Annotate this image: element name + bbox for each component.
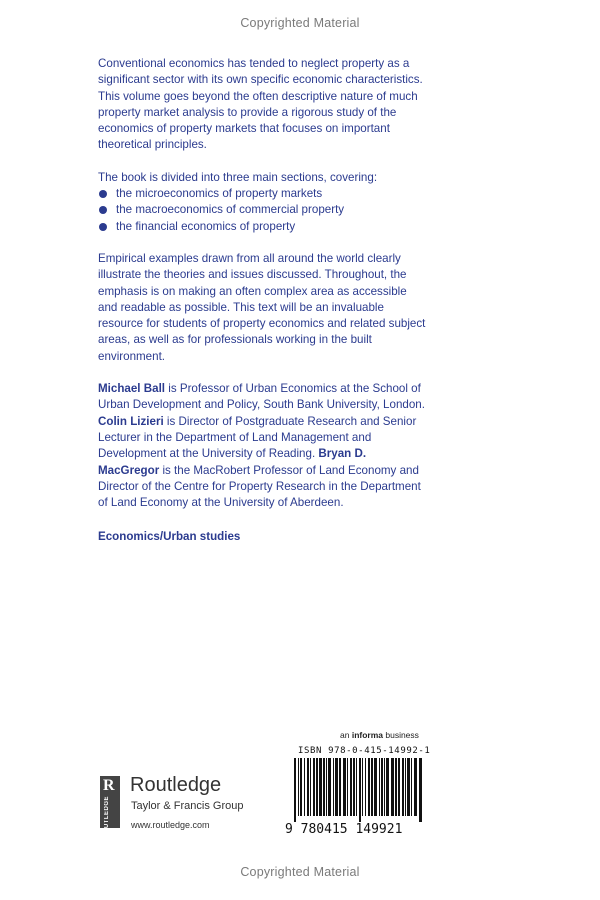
- back-cover-text: [98, 56, 428, 546]
- author-bio: is the MacRobert Professor of Land Economy and Director of the Centre for Property Research in the Department of Land Economy at the University of Aberdeen.: [98, 463, 421, 510]
- bullet-icon: [99, 206, 107, 214]
- author-bio: is Professor of Urban Economics at the School of Urban Development and Policy, South Bank University, London.: [98, 382, 425, 412]
- sections-intro: The book is divided into three main sections, covering:: [98, 170, 378, 184]
- list-item-label: the microeconomics of property markets: [116, 187, 323, 201]
- list-item: [98, 202, 428, 218]
- publisher-url: www.routledge.com: [131, 820, 210, 830]
- informa-suffix: business: [383, 730, 419, 740]
- logo-vertical-text: ROUTLEDGE: [104, 796, 110, 839]
- publisher-name: Routledge: [130, 774, 222, 796]
- author-name: Michael Ball: [98, 382, 166, 396]
- barcode-icon: [292, 758, 426, 822]
- author-bio: is Director of Postgraduate Research and Senior Lecturer in the Department of Land Management and Development at the University of Reading.: [98, 414, 417, 461]
- informa-word: informa: [351, 730, 383, 740]
- isbn-label: ISBN 978-0-415-14992-1: [298, 746, 431, 756]
- informa-business-tag: [340, 730, 419, 740]
- barcode-digits: 9 780415 149921: [285, 822, 403, 837]
- empirical-paragraph: Empirical examples drawn from all around the world clearly illustrate the theories and issues discussed. Throughout, the emphasis is on making an often complex area as accessible and readable as possible. This text will be an invaluable resource for students of property economics and related subject areas, as well as for professionals working in the built environment.: [98, 251, 426, 363]
- sections-list: [98, 186, 428, 235]
- author-name: Bryan D. MacGregor: [98, 447, 367, 477]
- publisher-block: [100, 774, 280, 839]
- informa-prefix: an: [340, 730, 352, 740]
- watermark-top: Copyrighted Material: [240, 16, 360, 30]
- author-name: Colin Lizieri: [98, 414, 164, 428]
- subject-category: Economics/Urban studies: [98, 530, 241, 544]
- bullet-icon: [99, 190, 107, 198]
- list-item-label: the macroeconomics of commercial property: [116, 203, 345, 217]
- watermark-bottom: Copyrighted Material: [240, 865, 360, 879]
- list-item: [98, 186, 428, 202]
- publisher-group: Taylor & Francis Group: [131, 800, 244, 812]
- authors-paragraph: [98, 381, 428, 511]
- intro-paragraph: Conventional economics has tended to neglect property as a significant sector with its own specific economic characteristics. This volume goes beyond the often descriptive nature of much property market analysis to provide a rigorous study of the economics of property markets that focuses on important theoretical principles.: [98, 57, 423, 152]
- list-item: [98, 219, 428, 235]
- list-item-label: the financial economics of property: [116, 219, 296, 233]
- logo-letter: R: [103, 777, 115, 794]
- bullet-icon: [99, 223, 107, 231]
- routledge-logo-icon: [100, 776, 120, 839]
